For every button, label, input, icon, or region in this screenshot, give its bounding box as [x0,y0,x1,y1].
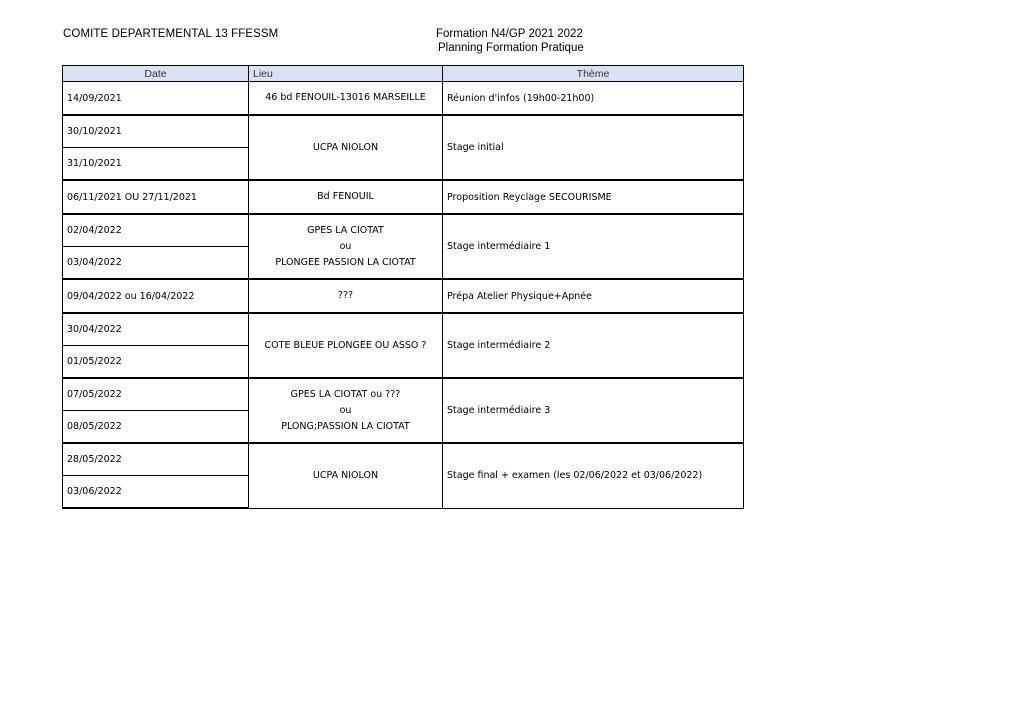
sessions-body [63,82,744,509]
session-date: 01/05/2022 [63,346,249,379]
lieu-line: ou [339,404,352,416]
lieu-line: UCPA NIOLON [312,141,379,153]
table-row [63,115,744,148]
session-theme: Stage intermédiaire 2 [443,313,744,378]
lieu-line: GPES LA CIOTAT ou ??? [290,388,401,400]
organization-title: COMITE DEPARTEMENTAL 13 FFESSM [63,28,279,40]
session-date: 14/09/2021 [63,82,249,116]
table-row [63,180,744,214]
session-lieu [249,443,443,508]
session-date: 30/04/2022 [63,313,249,346]
session-date: 07/05/2022 [63,378,249,411]
session-theme: Stage intermédiaire 3 [443,378,744,443]
lieu-line: PLONGEE PASSION LA CIOTAT [275,256,416,268]
session-date: 30/10/2021 [63,115,249,148]
table-row [63,443,744,476]
lieu-line: ou [339,240,352,252]
session-lieu [249,82,443,116]
table-row [63,313,744,346]
planning-table [62,65,744,509]
formation-title: Formation N4/GP 2021 2022 [436,28,583,40]
table-row [63,82,744,116]
session-lieu [249,313,443,378]
lieu-line: ??? [337,290,354,301]
lieu-line: GPES LA CIOTAT [307,224,384,236]
planning-subtitle: Planning Formation Pratique [438,42,584,54]
session-lieu [249,378,443,443]
lieu-line: UCPA NIOLON [312,469,379,481]
session-theme: Stage intermédiaire 1 [443,214,744,279]
session-lieu [249,180,443,214]
session-lieu [249,214,443,279]
table-row [63,279,744,313]
column-header-date: Date [63,66,249,82]
table-row [63,378,744,411]
lieu-line: 46 bd FENOUIL-13016 MARSEILLE [265,92,426,103]
session-lieu [249,279,443,313]
session-lieu [249,115,443,180]
lieu-line: Bd FENOUIL [317,191,374,202]
session-theme: Prépa Atelier Physique+Apnée [443,279,744,313]
session-date: 02/04/2022 [63,214,249,247]
session-date: 03/04/2022 [63,247,249,280]
table-header-row [63,66,744,82]
session-theme: Stage initial [443,115,744,180]
session-theme: Stage final + examen (les 02/06/2022 et 03/06/2022) [443,443,744,508]
session-date: 31/10/2021 [63,148,249,181]
formation-header [436,27,584,55]
lieu-line: COTE BLEUE PLONGEE OU ASSO ? [264,339,427,351]
session-theme: Réunion d'infos (19h00-21h00) [443,82,744,116]
session-date: 28/05/2022 [63,443,249,476]
session-date: 03/06/2022 [63,476,249,509]
session-date: 08/05/2022 [63,411,249,444]
session-theme: Proposition Reyclage SECOURISME [443,180,744,214]
session-date: 06/11/2021 OU 27/11/2021 [63,180,249,214]
session-date: 09/04/2022 ou 16/04/2022 [63,279,249,313]
lieu-line: PLONG;PASSION LA CIOTAT [281,420,410,432]
table-row [63,214,744,247]
column-header-lieu: Lieu [249,66,443,82]
column-header-theme: Thème [443,66,744,82]
